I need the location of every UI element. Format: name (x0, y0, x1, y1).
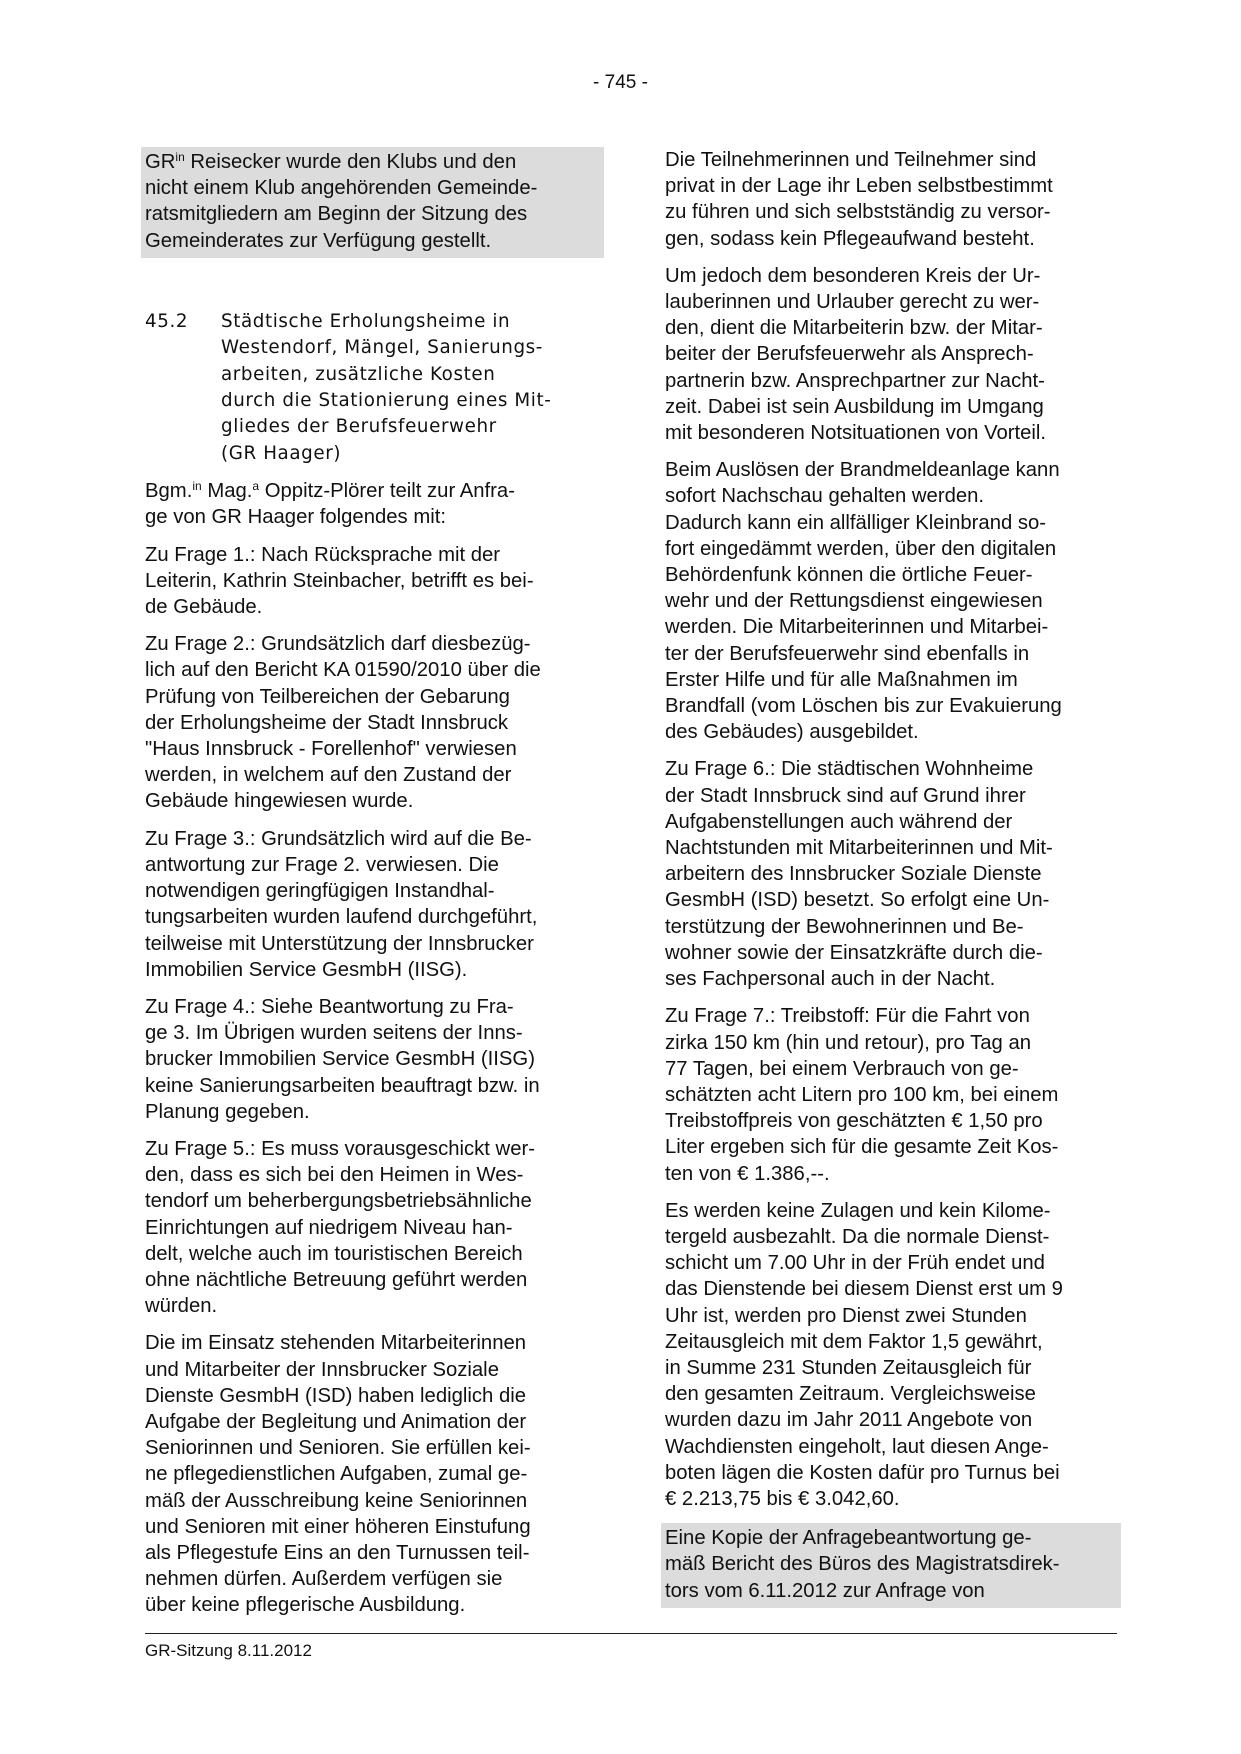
answer-question-2: Zu Frage 2.: Grundsätzlich darf diesbezüg- lich auf den Bericht KA 01590/2010 über die Prüfung von Teilbereichen der Gebarung der Erholungsheime der Stadt Innsbruck "Haus Innsbruck - Forellenhof" verwiesen werden, in welchem auf den Zustand der Gebäude hingewiesen wurde. (145, 633, 541, 813)
agenda-item-heading (145, 309, 600, 467)
mayor-statement: Bgm.$^{in}$ Mag.$^a$ Oppitz-Plörer teilt zur Anfra- ge von GR Haager folgendes mit: (145, 479, 515, 529)
answer-question-5: Zu Frage 5.: Es muss vorausgeschickt wer- den, dass es sich bei den Heimen in Wes- tendorf um beherbergungsbetriebsähnliche Einrichtungen auf niedrigem Niveau han- delt, welche auch im touristischen Bereich ohne nächtliche Betreuung geführt werden würden. (145, 1137, 535, 1318)
answer-question-7: Zu Frage 7.: Treibstoff: Für die Fahrt von zirka 150 km (hin und retour), pro Tag an 77 Tagen, bei einem Verbrauch von ge- schätzten acht Litern pro 100 km, bei einem Treibstoffpreis von geschätzten € 1,50 pro Liter ergeben sich für die gesamte Zeit Kos- ten von € 1.386,--. (665, 1005, 1059, 1185)
answer-question-1: Zu Frage 1.: Nach Rücksprache mit der Leiterin, Kathrin Steinbacher, betrifft es bei- de Gebäude. (145, 543, 534, 619)
answer-question-4: Zu Frage 4.: Siehe Beantwortung zu Fra- ge 3. Im Übrigen wurden seitens der Inns- brucker Immobilien Service GesmbH (IISG) keine Sanierungsarbeiten beauftragt bzw. in Planung gegeben. (145, 995, 540, 1123)
participants-paragraph: Die Teilnehmerinnen und Teilnehmer sind privat in der Lage ihr Leben selbstbestimmt zu führen und sich selbstständig zu versor- gen, sodass kein Pflegeaufwand besteht. (665, 149, 1053, 250)
gr-superscript: in (175, 150, 185, 164)
footer-session-label: GR-Sitzung 8.11.2012 (145, 1641, 312, 1660)
answer-question-6: Zu Frage 6.: Die städtischen Wohnheime der Stadt Innsbruck sind auf Grund ihrer Aufgabenstellungen auch während der Nachtstunden mit Mitarbeiterinnen und Mit- arbeitern des Innsbrucker Soziale Dienste GesmbH (ISD) besetzt. So erfolgt eine Un- terstützung der Bewohnerinnen und Be- wohner sowie der Einsatzkräfte durch die- ses Fachpersonal auch in der Nacht. (665, 758, 1053, 991)
agenda-item-title: Städtische Erholungsheime in Westendorf, Mängel, Sanierungs- arbeiten, zusätzliche Kosten durch die Stationierung eines Mit- gliedes der Berufsfeuerwehr (GR Haager) (221, 310, 552, 464)
page-number: - 745 - (593, 72, 648, 93)
left-column (145, 147, 600, 1630)
time-compensation-paragraph: Es werden keine Zulagen und kein Kilome- tergeld ausbezahlt. Da die normale Dienst- schicht um 7.00 Uhr in der Früh endet und das Dienstende bei diesem Dienst erst um 9 Uhr ist, werden pro Dienst zwei Stunden Zeitausgleich mit dem Faktor 1,5 gewährt, in Summe 231 Stunden Zeitausgleich für den gesamten Zeitraum. Vergleichsweise wurden dazu im Jahr 2011 Angebote von Wachdiensten eingeholt, laut diesen Ange- boten lägen die Kosten dafür pro Turnus bei € 2.213,75 bis € 3.042,60. (665, 1199, 1063, 1510)
staff-duties-paragraph: Die im Einsatz stehenden Mitarbeiterinnen und Mitarbeiter der Innsbrucker Soziale Dienste GesmbH (ISD) haben lediglich die Aufgabe der Begleitung und Animation der Seniorinnen und Senioren. Sie erfüllen kei- ne pflegedienstlichen Aufgaben, zumal ge- mäß der Ausschreibung keine Seniorinnen und Senioren mit einer höheren Einstufung als Pflegestufe Eins an den Turnussen teil- nehmen dürfen. Außerdem verfügen sie über keine pflegerische Ausbildung. (145, 1332, 531, 1617)
closing-notice: Eine Kopie der Anfragebeantwortung ge- mäß Bericht des Büros des Magistratsdirek- tors vom 6.11.2012 zur Anfrage von (661, 1523, 1121, 1608)
intro-notice: $GR^{in}$ Reisecker wurde den Klubs und den nicht einem Klub angehörenden Gemeinde- ratsmitgliedern am Beginn der Sitzung des Gemeinderates zur Verfügung gestellt. (141, 147, 604, 258)
agenda-item-number: 45.2 (145, 310, 189, 332)
footer-divider (145, 1633, 1117, 1634)
contact-person-paragraph: Um jedoch dem besonderen Kreis der Ur- lauberinnen und Urlauber gerecht zu wer- den, dient die Mitarbeiterin bzw. der Mitar- beiter der Berufsfeuerwehr als Ansprech- partnerin bzw. Ansprechpartner zur Nacht- zeit. Dabei ist sein Ausbildung im Umgang mit besonderen Notsituationen von Vorteil. (665, 264, 1047, 445)
fire-alarm-paragraph: Beim Auslösen der Brandmeldeanlage kann sofort Nachschau gehalten werden. Dadurch kann ein allfälliger Kleinbrand so- fort eingedämmt werden, über den digitalen Behördenfunk können die örtliche Feuer- wehr und der Rettungsdienst eingewiesen werden. Die Mitarbeiterinnen und Mitarbei- ter der Berufsfeuerwehr sind ebenfalls in Erster Hilfe und für alle Maßnahmen im Brandfall (vom Löschen bis zur Evakuierung des Gebäudes) ausgebildet. (665, 459, 1062, 744)
answer-question-3: Zu Frage 3.: Grundsätzlich wird auf die Be- antwortung zur Frage 2. verwiesen. Die notwendigen geringfügigen Instandhal- tungsarbeiten wurden laufend durchgeführt, teilweise mit Unterstützung der Innsbrucker Immobilien Service GesmbH (IISG). (145, 827, 538, 981)
right-column (665, 147, 1117, 1619)
gr-abbreviation: GR (145, 151, 176, 173)
